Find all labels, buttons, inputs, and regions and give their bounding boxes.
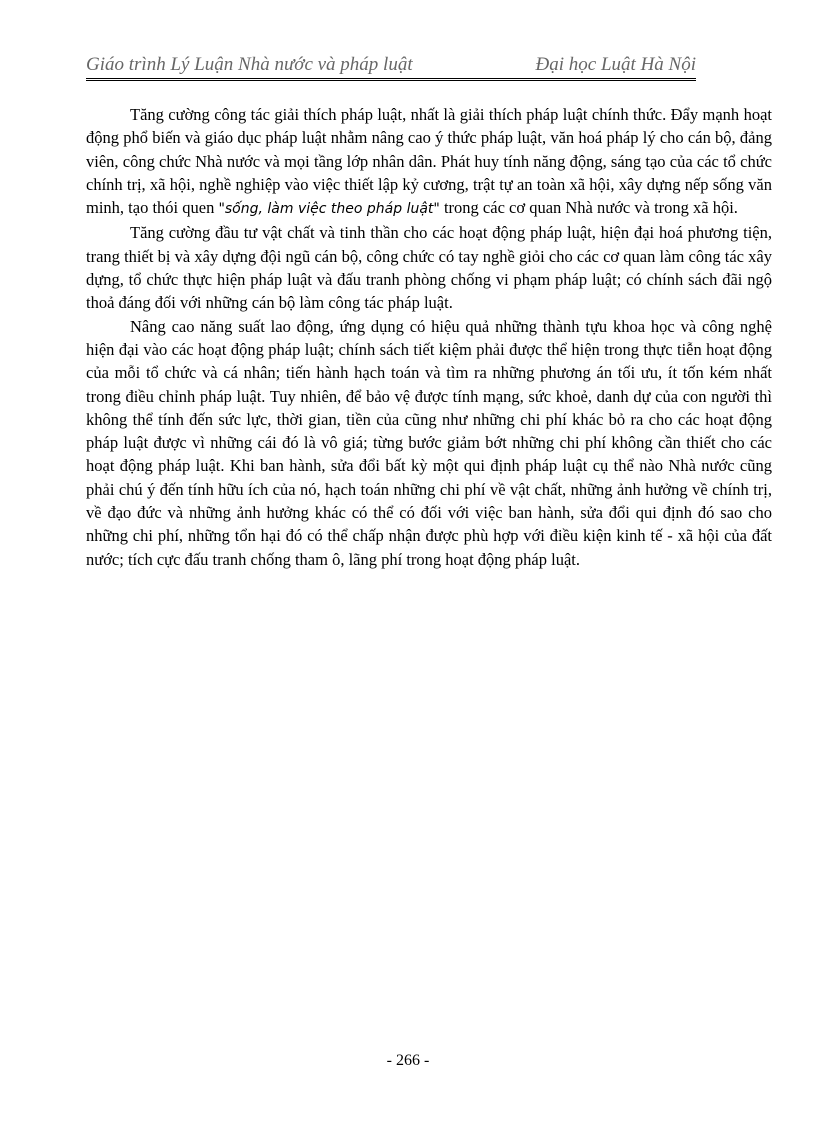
paragraph-3: Nâng cao năng suất lao động, ứng dụng có hiệu quả những thành tựu khoa học và công nghệ hiện đại vào các hoạt động pháp luật; chính sách tiết kiệm phải được thể hiện trong thực tiễn hoạt động của mỗi tổ chức và cá nhân; tiến hành hạch toán và tìm ra những phương án tối ưu, ít tốn kém nhất trong điều chỉnh pháp luật. Tuy nhiên, để bảo vệ được tính mạng, sức khoẻ, danh dự của con người thì không thể tính đến sức lực, thời gian, tiền của cũng như những chi phí khác bỏ ra cho các hoạt động pháp luật được vì những cái đó là vô giá; từng bước giảm bớt những chi phí không cần thiết cho các hoạt động pháp luật. Khi ban hành, sửa đổi bất kỳ một qui định pháp luật cụ thể nào Nhà nước cũng phải chú ý đến tính hữu ích của nó, hạch toán những chi phí về vật chất, những ảnh hưởng về chính trị, về đạo đức và những ảnh hưởng khác có thể có đối với việc ban hành, sửa đổi qui định đó sao cho những chi phí, những tổn hại đó có thể chấp nhận được phù hợp với điều kiện kinh tế - xã hội của đất nước; tích cực đấu tranh chống tham ô, lãng phí trong hoạt động pháp luật. xyxy=(86,316,772,569)
body-text xyxy=(86,103,772,571)
paragraph-1-quote: "sống, làm việc theo pháp luật" xyxy=(218,201,440,218)
header-book-title: Giáo trình Lý Luận Nhà nước và pháp luật xyxy=(86,54,413,75)
paragraph-1-tail: trong các cơ quan Nhà nước và trong xã hội. xyxy=(439,198,738,218)
page-number: - 266 - xyxy=(386,1052,430,1069)
page-header xyxy=(86,52,696,81)
paragraph-2: Tăng cường đầu tư vật chất và tinh thần cho các hoạt động pháp luật, hiện đại hoá phương tiện, trang thiết bị và xây dựng đội ngũ cán bộ, công chức có tay nghề giỏi cho các cơ quan làm công tác xây dựng, tổ chức thực hiện pháp luật và đấu tranh phòng chống vi phạm pháp luật; có chính sách đãi ngộ thoả đáng đối với những cán bộ làm công tác pháp luật. xyxy=(86,223,772,313)
paragraph-1-text: Tăng cường công tác giải thích pháp luật, nhất là giải thích pháp luật chính thức. Đẩy mạnh hoạt động phổ biến và giáo dục pháp luật nhằm nâng cao ý thức pháp luật, văn hoá pháp lý cho cán bộ, đảng viên, công chức Nhà nước và mọi tầng lớp nhân dân. Phát huy tính năng động, sáng tạo của các tổ chức chính trị, xã hội, nghề nghiệp vào việc thiết lập kỷ cương, trật tự an toàn xã hội, xây dựng nếp sống văn minh, tạo thói quen xyxy=(86,105,772,218)
header-institution: Đại học Luật Hà Nội xyxy=(535,54,696,75)
paragraph-1 xyxy=(86,103,772,221)
